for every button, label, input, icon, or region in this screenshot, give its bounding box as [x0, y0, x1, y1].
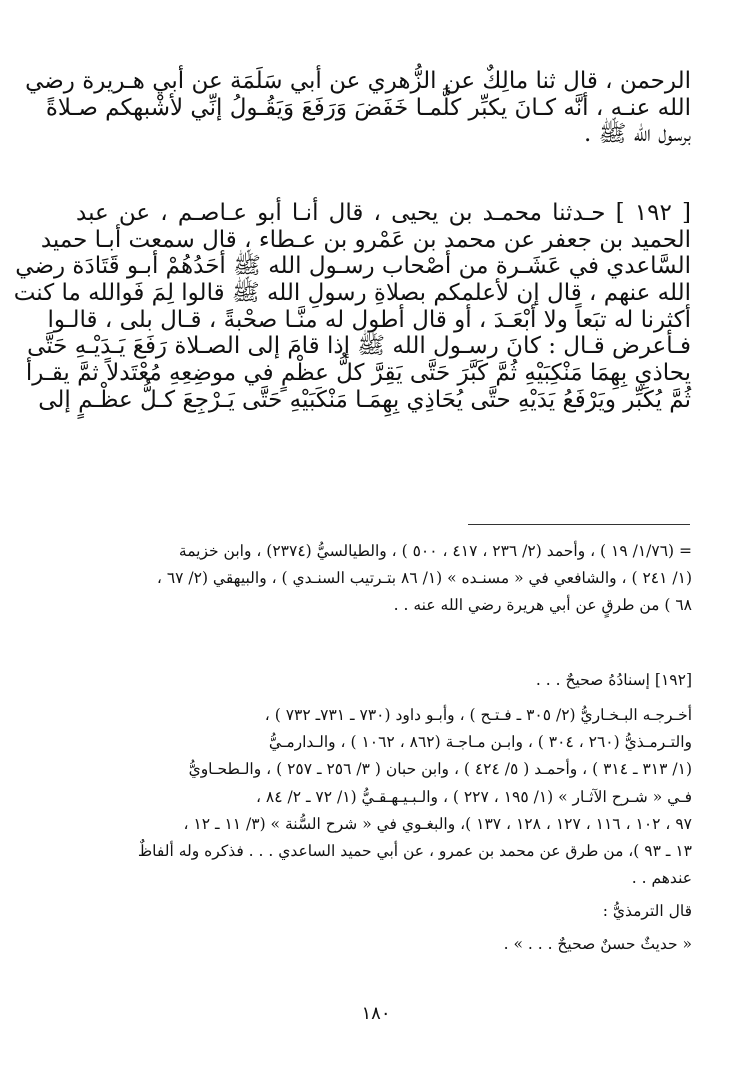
footnote-line: والتـرمـذيُّ (٢٦٠ ، ٣٠٤ ) ، وابـن مـاجـة (٨٦٢ ، ١٠٦٢ ) ، والـدارمـيُّ [268, 733, 692, 752]
page-number: ١٨٠ [361, 1003, 391, 1024]
footnote-line: (١/ ٢٤١ ) ، والشافعي في « مسنـده » (١/ ٨٦ بتـرتيب السنـدي ) ، والبيهقي (٢/ ٦٧ ، [156, 569, 692, 588]
footnote-line: ٦٨ ) من طرقٍ عن أبي هريرة رضي الله عنه . . [393, 596, 692, 615]
text-line: الحميد بن جعفر عن محمد بن عَمْرو بن عـطاء ، قال سمعت أبـا حميد [40, 226, 691, 253]
footnote-1 [60, 538, 692, 619]
footnote-heading: [١٩٢] إسنادُهُ صحيحٌ . . . [535, 671, 692, 689]
text-line: الله عنـه ، أنَّه كـانَ يكبِّر كلَّمـا خَفَضَ وَرَفَعَ وَيَقُـولُ إنِّي لأشْبهكم صـلاةً [45, 94, 691, 121]
footnote-2 [60, 667, 692, 958]
footnote-line: عندهم . . [631, 868, 692, 887]
quote-intro: قال الترمذيُّ : [602, 902, 692, 920]
text-line: برسول الله ﷺ . [584, 121, 691, 148]
main-text-paragraph-2 [13, 200, 691, 413]
text-line: فـأعرض قـال : كانَ رسـول الله ﷺ إذا قامَ إلى الصـلاة رَفَعَ يَـدَيْـهِ حَتَّى [27, 333, 691, 360]
text-line: الرحمن ، قال ثنا مالِكٌ عن الزُّهري عن أبي سَلَمَة عن أبي هـريرة رضي [25, 68, 691, 94]
footnote-line: = (١/٧٦/ ١٩ ) ، وأحمد (٢/ ٢٣٦ ، ٤١٧ ، ٥٠٠ ) ، والطيالسيُّ (٢٣٧٤) ، وابن خزيمة [178, 542, 692, 560]
footnote-line: ١٣ ـ ٩٣ )، من طرق عن محمد بن عمرو ، عن أبي حميد الساعدي . . . فذكره وله ألفاظٌ [137, 841, 692, 860]
footnote-separator [468, 524, 690, 525]
text-line: السَّاعدي في عَشَـرة من أصْحاب رسـول الله ﷺ أحَدُهُمْ أبـو قَتَادَة رضي [15, 253, 691, 280]
footnote-line: (١/ ٣١٣ ـ ٣١٤ ) ، وأحمـد ( ٥/ ٤٢٤ ) ، وابن حبان ( ٣/ ٢٥٦ ـ ٢٥٧ ) ، والـطحـاويُّ [188, 760, 692, 779]
main-text-paragraph-1 [25, 68, 691, 148]
footnote-line: أخـرجـه البـخـاريُّ (٢/ ٣٠٥ ـ فـتـح ) ، وأبـو داود (٧٣٠ ـ ٧٣١ـ ٧٣٢ ) ، [264, 706, 692, 725]
text-line: [ ١٩٢ ] حـدثنا محمـد بن يحيى ، قال أنـا أبو عـاصـم ، عن عبد [76, 200, 691, 226]
footnote-line: ٩٧ ، ١٠٢ ، ١١٦ ، ١٢٧ ، ١٢٨ ، ١٣٧ )، والبغـوي في « شرح السُّنة » (٣/ ١١ ـ ١٢ ، [183, 814, 692, 833]
text-line: الله عنهم ، قال إن لأعلمكم بصلاةِ رسولِ الله ﷺ قالوا لِمَ فَوالله ما كنت [13, 280, 691, 307]
quote-text: « حديثٌ حسنٌ صحيحٌ . . . » . [503, 935, 692, 954]
text-line: ثُمَّ يُكَبِّر ويَرْفَعُ يَدَيْهِ حتَّى يُحَاذِي بِهِمَـا مَنْكَبَيْهِ حَتَّى يَـرْجِعَ كـلُّ عظْـمٍ إلى [38, 386, 691, 413]
text-line: أكثرنا له تبَعاً ولا أبْعَـدَ ، أو قال أطول له منَّـا صحْبةً ، قـال بلى ، قالـوا [47, 306, 691, 333]
footnote-line: فـي « شـرح الآثـار » (١/ ١٩٥ ، ٢٢٧ ) ، والـبـيـهـقـيُّ (١/ ٧٢ ـ ٢/ ٨٤ ، [255, 787, 692, 806]
text-line: يحاذي بِهِمَا مَنْكِبَيْهِ ثُمَّ كَبَّرَ حَتَّى يَقِرَّ كلُّ عظْمٍ في موضِعِهِ مُعْتَدلاً ثمَّ يقـرأ [25, 360, 691, 387]
